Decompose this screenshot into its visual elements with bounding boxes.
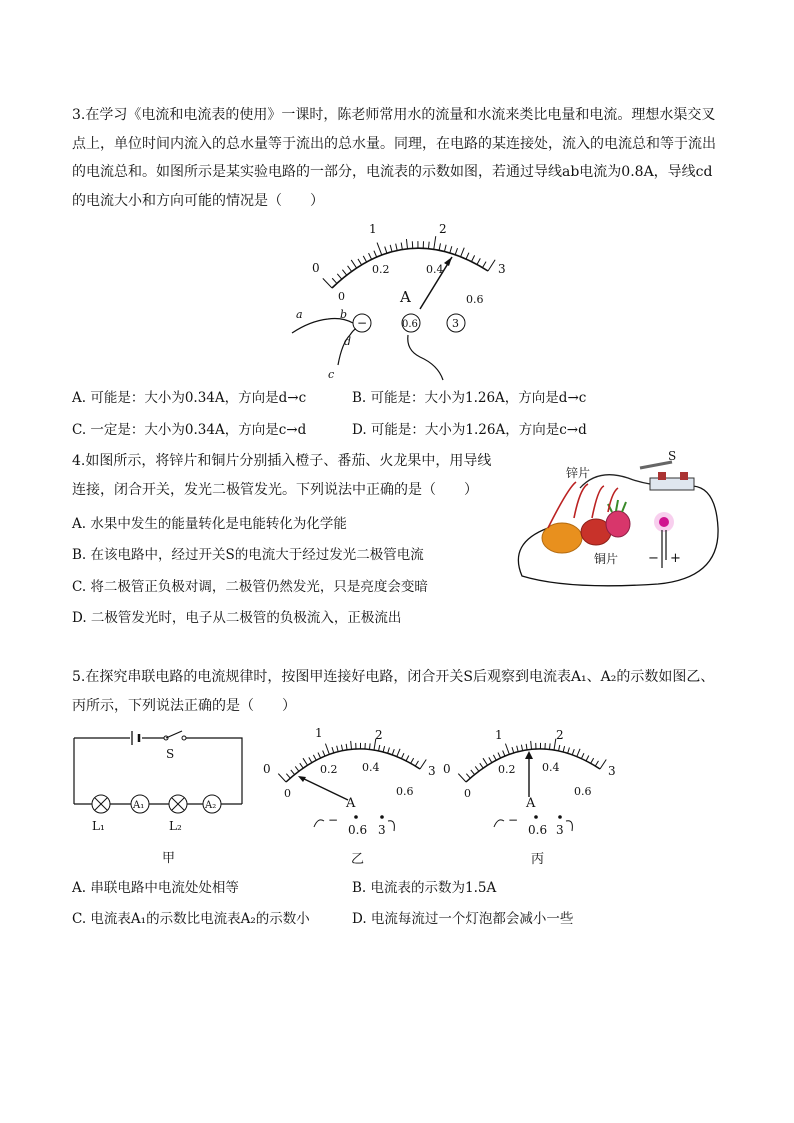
yi-bottom-1: 0.2 [320,763,338,776]
q3-option-a[interactable]: A. 可能是：大小为0.34A，方向是d→c [72,390,307,406]
scale-tick [517,746,518,752]
yi-bottom-0: 0 [284,787,291,800]
q3-terminal-3-label: 3 [452,317,459,330]
scale-tick [406,756,409,761]
q3-unit-label: A [400,288,411,306]
q3-bottom-label-2: 0.4 [426,263,444,276]
scale-tick [351,260,356,268]
yi-top-0: 0 [263,762,271,776]
scale-tick [434,236,436,249]
q5-ammeter-yi [258,725,442,870]
q3-option-d[interactable]: D. 可能是：大小为1.26A，方向是c→d [352,422,587,438]
scale-tick [383,746,385,752]
scale-tick [568,748,570,754]
q4-option-c[interactable]: C. 将二极管正负极对调，二极管仍然发光，只是亮度会变暗 [72,579,428,595]
scale-tick [512,747,514,753]
q4-option-b[interactable]: B. 在该电路中，经过开关S的电流大于经过发光二极管电流 [72,547,424,563]
q3-wire-label-d: d [344,335,352,348]
yi-top-3: 3 [428,764,436,778]
q5-option-d[interactable]: D. 电流每流过一个灯泡都会减小一些 [352,911,574,927]
q3-wire-right [408,335,443,380]
scale-tick [563,746,565,752]
bing-bottom-2: 0.4 [542,761,560,774]
scale-tick [374,251,377,257]
scale-tick [348,266,352,272]
scale-tick [291,770,295,775]
scale-tick [341,745,342,751]
q5-switch-label: S [166,747,175,761]
q4-stem [72,447,502,504]
scale-tick [309,757,312,762]
scale-tick [369,743,370,749]
q3-ammeter-figure [280,215,540,385]
scale-tick [439,243,440,250]
scale-tick [581,753,584,758]
q5-caption-bing: 丙 [531,852,545,867]
scale-tick [444,245,446,252]
scale-tick [480,763,483,768]
scale-tick [483,758,488,765]
scale-tick [420,759,426,769]
scale-tick [600,759,606,769]
scale-tick [295,766,299,771]
q3-option-b[interactable]: B. 可能是：大小为1.26A，方向是d→c [352,390,587,406]
q4-option-d[interactable]: D. 二极管发光时，电子从二极管的负极流入，正极流出 [72,610,402,626]
scale-tick [401,753,404,758]
scale-tick [385,247,387,254]
q3-top-label-3: 3 [498,262,506,276]
lamp-l2 [169,795,187,813]
bing-bottom-1: 0.2 [498,763,516,776]
scale-tick [572,749,574,755]
q3-scale-ticks [323,236,495,288]
q3-option-c[interactable]: C. 一定是：大小为0.34A，方向是c→d [72,422,307,438]
scale-tick [472,255,475,261]
scale-tick [358,259,362,265]
scale-tick [475,766,479,771]
q3-line-1: 3.在学习《电流和电流表的使用》一课时，陈老师常用水的流量和水流来类比电量和电流。理想水渠交叉 [72,107,716,123]
q5-option-a[interactable]: A. 串联电路中电流处处相等 [72,880,239,896]
bing-top-0: 0 [443,762,451,776]
bing-top-1: 1 [495,728,503,742]
q3-terminal-0-6-label: 0.6 [402,319,418,330]
scale-tick [313,755,316,760]
q3-wire-label-b: b [340,308,348,321]
q5-a2-label: A₂ [205,800,217,811]
q3-bottom-label-0: 0 [338,290,345,303]
scale-tick [351,741,352,749]
bing-top-2: 2 [556,728,564,742]
yi-top-2: 2 [375,728,383,742]
scale-tick [286,774,290,779]
scale-tick [466,253,469,259]
scale-tick [595,761,598,766]
q5-stem [72,663,722,720]
q5-ammeter-bing [438,725,622,870]
scale-tick [549,743,550,749]
scale-tick [332,747,334,753]
scale-tick [450,246,452,253]
bing-terminal-0-6: 0.6 [528,823,548,837]
q3-line-3: 的电流总和。如图所示是某实验电路的一部分，电流表的示数如图，若通过导线ab电流为0.8A，导线cd [72,164,713,180]
q4-option-a[interactable]: A. 水果中发生的能量转化是电能转化为化学能 [72,516,347,532]
scale-tick [531,741,532,749]
scale-tick [586,756,589,761]
yi-bottom-2: 0.4 [362,761,380,774]
yi-terminal-minus: − [328,813,339,827]
scale-tick [591,758,594,763]
q3-bottom-label-3: 0.6 [466,293,484,306]
q5-l2-label: L₂ [169,819,182,833]
scale-tick [559,745,560,751]
scale-tick [346,744,347,750]
q5-option-c[interactable]: C. 电流表A₁的示数比电流表A₂的示数小 [72,911,310,927]
scale-tick [379,745,380,751]
q3-top-label-0: 0 [312,261,320,275]
scale-tick [323,751,325,757]
scale-tick [498,753,501,758]
q4-zinc-label: 锌片 [566,466,591,480]
q3-wire-label-c: c [328,368,335,381]
bing-terminal-minus: − [508,813,519,827]
q3-top-label-2: 2 [439,222,447,236]
scale-tick [390,245,392,252]
scale-tick [325,744,329,755]
scale-tick [278,774,286,782]
q4-line-2: 连接，闭合开关，发光二极管发光。下列说法中正确的是（ ） [72,481,478,498]
scale-tick [488,260,495,271]
scale-tick [377,243,382,255]
scale-tick [455,248,457,255]
q4-copper-label: 铜片 [594,552,619,566]
q3-terminal-minus-label: − [357,316,368,330]
scale-tick [461,248,465,257]
ammeter-a2 [203,795,221,813]
scale-tick [493,755,496,760]
q5-caption-yi: 乙 [351,852,365,867]
q5-a1-label: A₁ [133,800,145,811]
yi-terminal-0-6: 0.6 [348,823,368,837]
yi-top-1: 1 [315,726,323,740]
q3-top-label-1: 1 [369,222,377,236]
scale-tick [392,749,394,755]
q5-option-b[interactable]: B. 电流表的示数为1.5A [352,880,497,896]
scale-tick [397,749,400,757]
q5-circuit-diagram [66,728,252,868]
q4-fruit-battery-figure [508,448,728,590]
scale-tick [526,744,527,750]
scale-tick [505,744,509,755]
ammeter-a1 [131,795,149,813]
q5-l1-label: L₁ [92,819,105,833]
scale-tick [489,757,492,762]
scale-tick [303,758,308,765]
scale-tick [577,749,580,757]
scale-tick [471,770,475,775]
scale-tick [388,748,390,754]
bing-terminal-3: 3 [556,823,564,837]
yi-bottom-3: 0.6 [396,785,414,798]
scale-tick [342,270,346,276]
scale-tick [401,243,402,250]
scale-tick [411,758,414,763]
q5-caption-jia: 甲 [162,851,176,866]
lamp-l1 [92,795,110,813]
scale-tick [323,278,332,288]
scale-tick [369,253,372,259]
scale-tick [428,242,429,249]
scale-tick [337,274,341,279]
q4-minus-label: − [648,551,659,566]
q3-line-2: 点上，单位时间内流入的总水量等于流出的总水量。同理，在电路的某连接处，流入的电流总和等于流出 [72,135,716,152]
q3-line-4: 的电流大小和方向可能的情况是（ ） [72,192,324,209]
scale-tick [521,745,522,751]
q4-switch-label: S [668,449,677,463]
scale-tick [363,256,366,262]
scale-tick [406,239,407,249]
q4-plus-label: + [670,551,681,566]
yi-pointer [300,777,348,800]
scale-tick [503,751,505,757]
q3-stem [72,101,722,215]
scale-tick [332,278,337,283]
scale-tick [458,774,466,782]
scale-tick [466,774,470,779]
scale-tick [396,244,397,251]
q5-line-2: 丙所示，下列说法正确的是（ ） [72,697,296,714]
q3-wire-label-a: a [296,308,303,321]
bing-bottom-3: 0.6 [574,785,592,798]
q4-line-1: 4.如图所示，将锌片和铜片分别插入橙子、番茄、火龙果中，用导线 [72,453,492,469]
yi-unit: A [346,796,356,811]
bing-unit: A [526,796,536,811]
scale-tick [415,761,418,766]
scale-tick [300,763,303,768]
dragonfruit [606,511,630,537]
q5-line-1: 5.在探究串联电路的电流规律时，按图甲连接好电路，闭合开关S后观察到电流表A₁、A₂的示数如图乙、 [72,669,715,685]
scale-tick [477,258,480,264]
scale-tick [337,746,338,752]
yi-terminal-3: 3 [378,823,386,837]
q3-bottom-label-1: 0.2 [372,263,390,276]
bing-bottom-0: 0 [464,787,471,800]
scale-tick [318,753,321,758]
bing-top-3: 3 [608,764,616,778]
scale-tick [482,262,486,268]
